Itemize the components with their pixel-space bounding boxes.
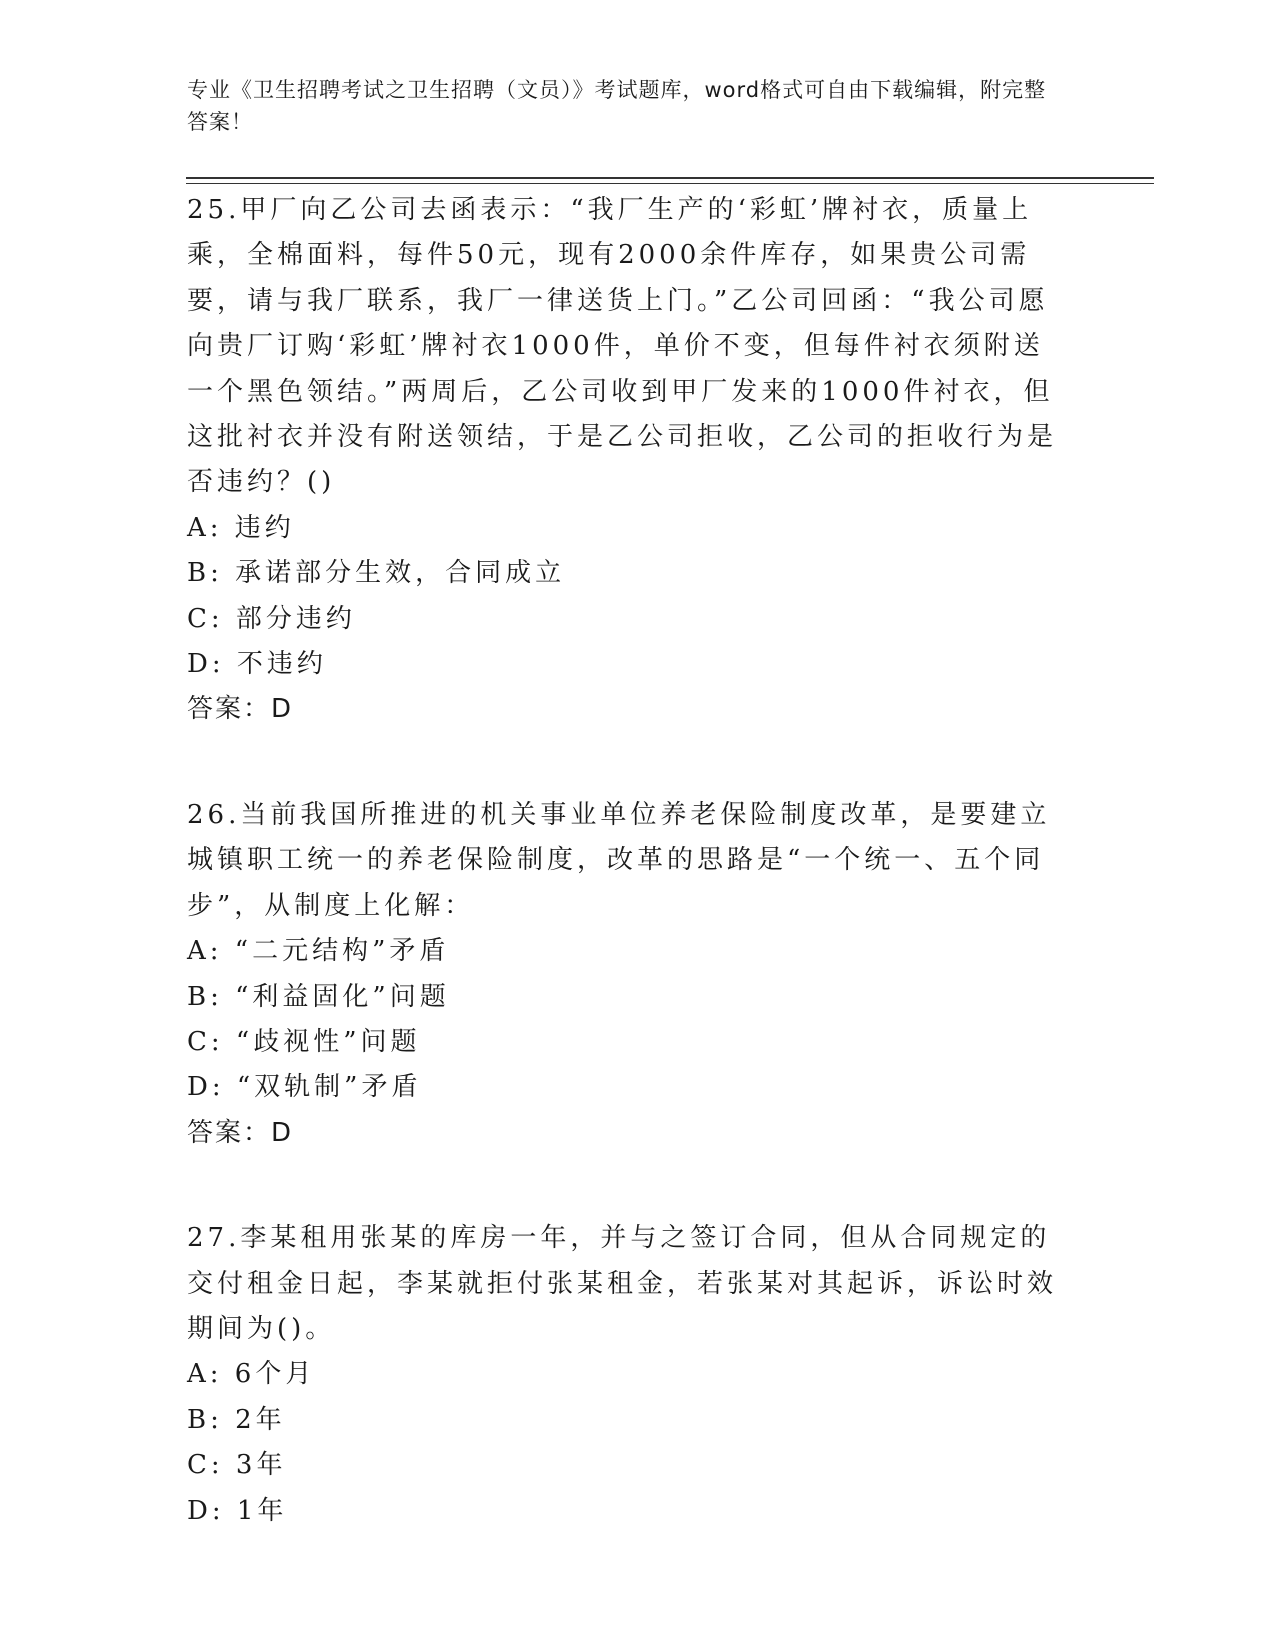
option-d: D: “双轨制”矛盾 [187, 1072, 422, 1103]
document-header: 专业《卫生招聘考试之卫生招聘（文员）》考试题库，word格式可自由下载编辑，附完整答案！ [187, 78, 1047, 134]
answer-line: 答案：D [187, 1117, 294, 1148]
option-c: C: 3年 [187, 1450, 287, 1481]
option-a: A: 6个月 [187, 1359, 316, 1390]
header-divider-thick [186, 177, 1154, 179]
option-a: A: “二元结构”矛盾 [187, 936, 450, 967]
question-26 [187, 793, 1067, 1156]
question-27 [187, 1216, 1067, 1534]
option-d: D: 1年 [187, 1495, 288, 1526]
question-stem: 27.李某租用张某的库房一年，并与之签订合同，但从合同规定的交付租金日起，李某就拒付张某租金，若张某对其起诉，诉讼时效期间为()。 [187, 1223, 1058, 1344]
question-list [187, 188, 1067, 1534]
header-divider-thin [186, 183, 1154, 184]
answer-line: 答案：D [187, 694, 294, 725]
option-b: B: “利益固化”问题 [187, 981, 450, 1012]
option-d: D: 不违约 [187, 649, 327, 680]
option-c: C: 部分违约 [187, 603, 356, 634]
question-stem: 25.甲厂向乙公司去函表示：“我厂生产的‘彩虹’牌衬衣，质量上乘，全棉面料，每件50元，现有2000余件库存，如果贵公司需要，请与我厂联系，我厂一律送货上门。”乙公司回函：“我公司愿向贵厂订购‘彩虹’牌衬衣1000件，单价不变，但每件衬衣须附送一个黑色领结。”两周后，乙公司收到甲厂发来的1000件衬衣，但这批衬衣并没有附送领结，于是乙公司拒收，乙公司的拒收行为是否违约？() [187, 195, 1058, 498]
option-a: A: 违约 [187, 512, 295, 543]
option-b: B: 承诺部分生效，合同成立 [187, 558, 566, 589]
question-stem: 26.当前我国所推进的机关事业单位养老保险制度改革，是要建立城镇职工统一的养老保险制度，改革的思路是“一个统一、五个同步”，从制度上化解： [187, 799, 1051, 921]
question-25 [187, 188, 1067, 733]
option-b: B: 2年 [187, 1404, 286, 1435]
option-c: C: “歧视性”问题 [187, 1026, 421, 1057]
